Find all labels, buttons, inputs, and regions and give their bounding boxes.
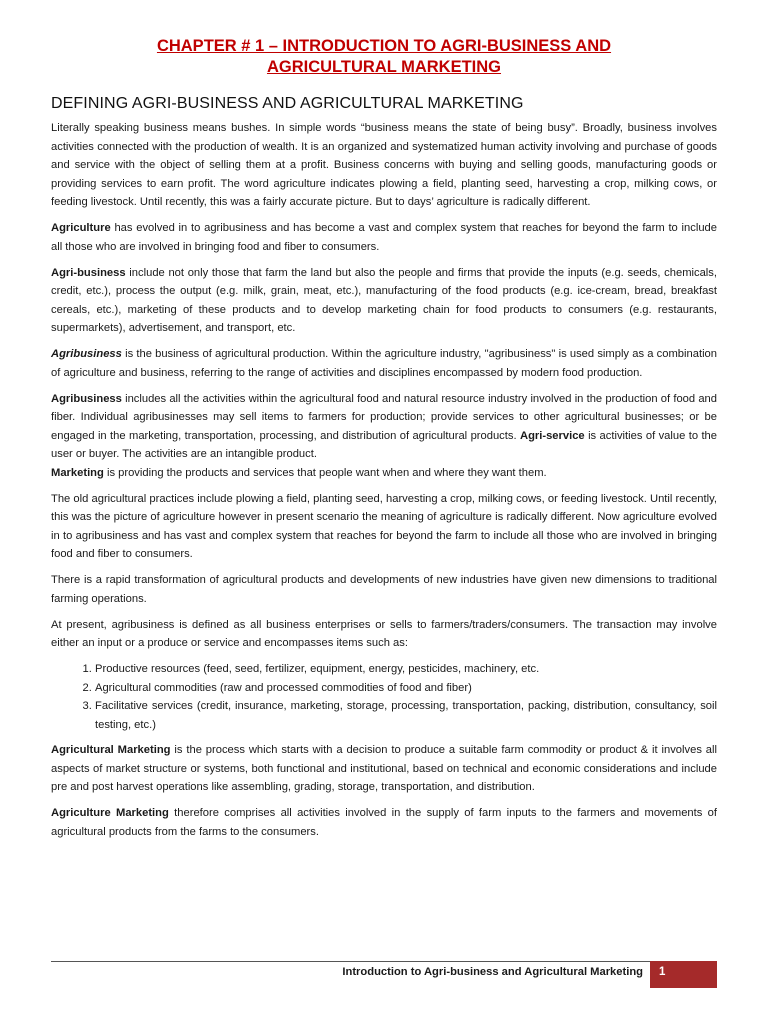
paragraph-2-text: has evolved in to agribusiness and has become a vast and complex system that reaches for beyond the farm to include all those who are involved in bringing food and fiber to consumers. xyxy=(51,222,717,253)
paragraph-5-text-2: is activities of value to the user or buyer. The activities are an intangible product. xyxy=(51,429,717,460)
term-agriculture: Agriculture xyxy=(51,222,111,234)
paragraph-4 xyxy=(51,345,717,382)
document-body xyxy=(51,119,717,849)
paragraph-3-text: include not only those that farm the land but also the people and firms that provide the inputs (e.g. seeds, chemicals, credit, etc.), process the output (e.g. milk, grain, meat, etc.), manufacturing of the food products (e.g. ice-cream, bread, breakfast cereals, etc.), marketing of these products and to develop marketing chain for food products to consumers (e.g. restaurants, supermarkets), advertisement, and transport, etc. xyxy=(51,266,717,334)
paragraph-5-text-3: is providing the products and services that people want when and where they want them. xyxy=(103,466,547,479)
paragraph-5 xyxy=(51,390,717,483)
term-agribusiness: Agribusiness xyxy=(51,392,122,405)
paragraph-9 xyxy=(51,741,717,797)
paragraph-6: The old agricultural practices include plowing a field, planting seed, harvesting a crop, milking cows, or feeding livestock. Until recently, this was the picture of agriculture however in present scenario the meaning of agriculture is radically different. Now agriculture evolved in to agribusiness and has vast and complex system that reaches for beyond the farm to include all those who are involved in bringing food and fiber to consumers. xyxy=(51,492,717,560)
section-heading: DEFINING AGRI-BUSINESS AND AGRICULTURAL MARKETING xyxy=(51,95,524,112)
items-list xyxy=(51,660,717,734)
paragraph-3 xyxy=(51,264,717,338)
list-item: 3. Facilitative services (credit, insurance, marketing, storage, processing, transportation, packing, distribution, consultancy, soil testing, etc.) xyxy=(95,697,717,734)
term-agriculture-marketing: Agriculture Marketing xyxy=(51,807,169,819)
list-item: 2. Agricultural commodities (raw and processed commodities of food and fiber) xyxy=(95,679,717,698)
term-agricultural-marketing: Agricultural Marketing xyxy=(51,744,171,756)
paragraph-2 xyxy=(51,219,717,256)
term-agri-service: Agri-service xyxy=(519,429,585,442)
chapter-title-line-2: AGRICULTURAL MARKETING xyxy=(266,58,502,76)
term-agribusiness-italic: Agribusiness xyxy=(51,348,122,360)
list-item: 1. Productive resources (feed, seed, fertilizer, equipment, energy, pesticides, machinery, etc. xyxy=(95,660,717,679)
term-agri-business: Agri-business xyxy=(51,266,126,279)
paragraph-4-text: is the business of agricultural production. Within the agriculture industry, "agribusiness" is used simply as a combination of agriculture and business, referring to the range of activities and disciplines encompassed by modern food production. xyxy=(51,348,717,379)
paragraph-10 xyxy=(51,804,717,841)
term-marketing: Marketing xyxy=(51,466,104,479)
footer-divider xyxy=(51,961,717,962)
page-number-badge: 1 xyxy=(650,961,717,988)
paragraph-9-text: is the process which starts with a decision to produce a suitable farm commodity or product & it involves all aspects of market structure or systems, both functional and institutional, based on technical and economic considerations and include pre and post harvest operations like assembling, grading, storage, transportation, and distribution. xyxy=(51,744,717,793)
chapter-title-line-1: CHAPTER # 1 – INTRODUCTION TO AGRI-BUSINESS AND xyxy=(156,37,612,55)
paragraph-8: At present, agribusiness is defined as all business enterprises or sells to farmers/traders/consumers. The transaction may involve either an input or a produce or service and encompasses items such as: xyxy=(51,618,717,649)
footer-title: Introduction to Agri-business and Agricultural Marketing xyxy=(342,966,643,978)
paragraph-10-text: therefore comprises all activities involved in the supply of farm inputs to the farmers and movements of agricultural products from the farms to the consumers. xyxy=(51,807,717,838)
paragraph-5-text: includes all the activities within the agricultural food and natural resource industry involved in the production of food and fiber. Individual agribusinesses may sell items to farmers for production; provide services to other agricultural businesses; or be engaged in the marketing, transportation, processing, and distribution of agricultural products. xyxy=(51,392,717,442)
paragraph-7: There is a rapid transformation of agricultural products and developments of new industries have given new dimensions to traditional farming operations. xyxy=(51,574,717,605)
chapter-title xyxy=(60,36,708,78)
paragraph-1: Literally speaking business means bushes. In simple words “business means the state of being busy”. Broadly, business involves activities connected with the production of wealth. It is an organized and systematized human activity involving and purchase of goods and service with the object of selling them at a profit. Business concerns with buying and selling goods, manufacturing goods or providing services to earn profit. The word agriculture indicates plowing a field, planting seed, harvesting a crop, milking cows, or feeding livestock. Until recently, this was a fairly accurate picture. But to days’ agriculture is radically different. xyxy=(51,122,717,208)
